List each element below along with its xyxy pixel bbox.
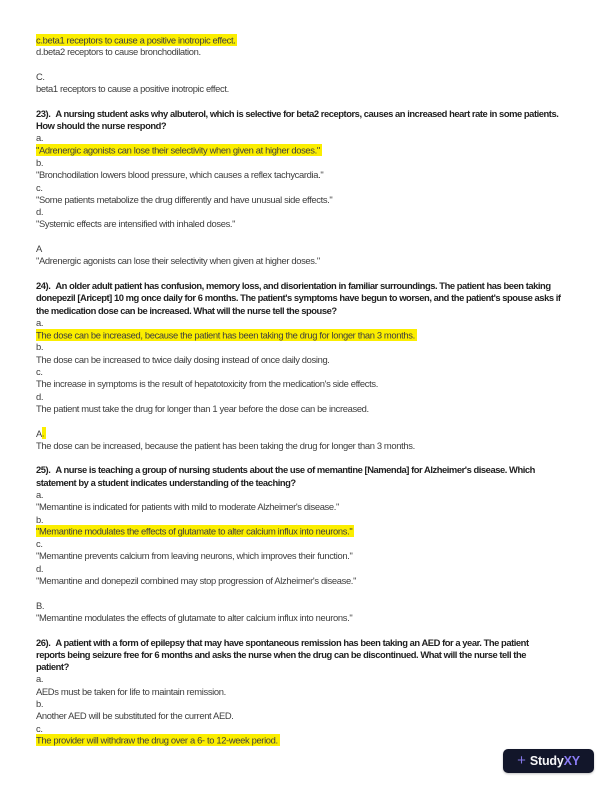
option-text-line [36, 735, 596, 747]
option-text-line [36, 169, 596, 181]
option-text-line [36, 145, 596, 157]
intro-option-text: d.beta2 receptors to cause bronchodilation. [36, 46, 201, 58]
answer-text-line [36, 255, 596, 267]
blank-line [36, 415, 596, 427]
answer-text: beta1 receptors to cause a positive inotropic effect. [36, 83, 229, 95]
option-letter-text: c. [36, 181, 43, 193]
option-text-line [36, 501, 596, 513]
blank-line [36, 624, 596, 636]
option-letter-text: a. [36, 132, 44, 144]
question-text: A nurse is teaching a group of nursing students about the use of memantine [Namenda] for Alzheimer's disease. Which [55, 464, 535, 476]
option-letter-text: b. [36, 341, 44, 353]
option-letter-line [36, 317, 596, 329]
question-line [36, 649, 596, 661]
blank-line [36, 452, 596, 464]
option-letter-text: a. [36, 316, 44, 328]
blank-line [36, 231, 596, 243]
option-text: "Memantine and donepezil combined may stop progression of Alzheimer's disease." [36, 575, 357, 587]
option-letter-text: d. [36, 562, 44, 574]
option-letter-line [36, 366, 596, 378]
option-letter-line [36, 182, 596, 194]
answer-text: The dose can be increased, because the patient has been taking the drug for longer than 3 months. [36, 439, 415, 451]
blank-line [36, 587, 596, 599]
question-text: reports being seizure free for 6 months and asks the nurse when the drug can be discontinued. What will the nurse tell the [36, 648, 526, 660]
option-text: The dose can be increased, because the patient has been taking the drug for longer than 3 months. [36, 329, 415, 341]
question-line [36, 637, 596, 649]
intro-option-line [36, 46, 596, 58]
option-letter-line [36, 391, 596, 403]
question-text: the medication dose can be increased. What will the nurse tell the spouse? [36, 304, 337, 316]
option-letter-text: c. [36, 538, 43, 550]
question-number: 26). [36, 636, 51, 648]
intro-answer-letter-line [36, 71, 596, 83]
option-letter-text: b. [36, 156, 44, 168]
option-text: "Bronchodilation lowers blood pressure, which causes a reflex tachycardia." [36, 169, 324, 181]
question-text: statement by a student indicates understanding of the teaching? [36, 476, 296, 488]
question-line [36, 464, 596, 476]
question-text: An older adult patient has confusion, memory loss, and disorientation in familiar surroundings. The patient has been taking [55, 279, 551, 291]
question-line [36, 292, 596, 304]
option-text: AEDs must be taken for life to maintain remission. [36, 685, 226, 697]
question-text: donepezil [Aricept] 10 mg once daily for 6 months. The patient's symptoms have begun to worsen, and the patient's spouse asks if [36, 292, 561, 304]
option-letter-line [36, 341, 596, 353]
option-text: The increase in symptoms is the result of hepatotoxicity from the medication's side effects. [36, 378, 378, 390]
plus-icon: + [517, 751, 526, 769]
brand-study-text: Study [529, 754, 564, 768]
option-text: Another AED will be substituted for the current AED. [36, 710, 234, 722]
option-letter-text: b. [36, 513, 44, 525]
answer-letter-text: B. [36, 599, 45, 611]
option-text-line [36, 710, 596, 722]
option-text-line [36, 526, 596, 538]
option-text: "Memantine prevents calcium from leaving neurons, which improves their function." [36, 550, 353, 562]
intro-option-text: c.beta1 receptors to cause a positive inotropic effect. [36, 34, 236, 45]
option-text: "Systemic effects are intensified with inhaled doses." [36, 218, 236, 230]
option-letter-line [36, 514, 596, 526]
option-letter-line [36, 206, 596, 218]
question-text: patient? [36, 661, 69, 673]
answer-letter-line [36, 243, 596, 255]
blank-line [36, 95, 596, 107]
option-letter-text: d. [36, 390, 44, 402]
option-text-line [36, 378, 596, 390]
answer-text-line [36, 440, 596, 452]
question-number: 24). [36, 279, 51, 291]
answer-text: "Memantine modulates the effects of glutamate to alter calcium influx into neurons." [36, 611, 353, 623]
option-letter-line [36, 673, 596, 685]
option-text-line [36, 575, 596, 587]
question-line [36, 305, 596, 317]
option-text: "Memantine is indicated for patients with mild to moderate Alzheimer's disease." [36, 501, 339, 513]
option-text-line [36, 218, 596, 230]
question-number: 23). [36, 107, 51, 119]
option-letter-text: d. [36, 206, 44, 218]
question-text: A patient with a form of epilepsy that may have spontaneous remission has been taking an AED for a year. The patient [55, 636, 529, 648]
option-letter-line [36, 157, 596, 169]
answer-letter-text: C. [36, 70, 45, 82]
blank-line [36, 59, 596, 71]
answer-text-line [36, 612, 596, 624]
option-letter-text: c. [36, 722, 43, 734]
option-text: The provider will withdraw the drug over a 6- to 12-week period. [36, 734, 278, 746]
studyxy-logo[interactable] [503, 749, 594, 773]
option-text-line [36, 686, 596, 698]
question-line [36, 120, 596, 132]
answer-text: "Adrenergic agonists can lose their selectivity when given at higher doses." [36, 255, 320, 267]
option-letter-text: b. [36, 698, 44, 710]
option-letter-line [36, 723, 596, 735]
question-line [36, 477, 596, 489]
option-text: The patient must take the drug for longer than 1 year before the dose can be increased. [36, 402, 369, 414]
option-text: "Memantine modulates the effects of glutamate to alter calcium influx into neurons." [36, 525, 353, 537]
option-letter-line [36, 698, 596, 710]
option-letter-line [36, 132, 596, 144]
option-text-line [36, 354, 596, 366]
answer-letter-line [36, 428, 596, 440]
option-letter-line [36, 563, 596, 575]
document-body [36, 34, 596, 747]
option-text: "Adrenergic agonists can lose their selectivity when given at higher doses." [36, 144, 320, 156]
option-text-line [36, 403, 596, 415]
option-letter-text: a. [36, 673, 44, 685]
option-text-line [36, 550, 596, 562]
question-text: A nursing student asks why albuterol, which is selective for beta2 receptors, causes an increased heart rate in some patients. [55, 107, 559, 119]
answer-letter-text: A [36, 243, 42, 255]
question-line [36, 280, 596, 292]
option-letter-text: c. [36, 366, 43, 378]
option-letter-line [36, 538, 596, 550]
answer-letter-text: A [36, 427, 42, 439]
option-text: The dose can be increased to twice daily dosing instead of once daily dosing. [36, 353, 330, 365]
blank-line [36, 268, 596, 280]
brand-xy-text: XY [563, 754, 580, 768]
answer-letter-text: . [41, 427, 45, 439]
option-text-line [36, 329, 596, 341]
question-line [36, 108, 596, 120]
option-letter-text: a. [36, 488, 44, 500]
option-text: "Some patients metabolize the drug differently and have unusual side effects." [36, 193, 333, 205]
brand-name [530, 754, 580, 768]
question-line [36, 661, 596, 673]
answer-letter-line [36, 600, 596, 612]
option-letter-line [36, 489, 596, 501]
intro-answer-text-line [36, 83, 596, 95]
question-text: How should the nurse respond? [36, 120, 167, 132]
question-number: 25). [36, 464, 51, 476]
option-text-line [36, 194, 596, 206]
intro-option-line [36, 34, 596, 46]
